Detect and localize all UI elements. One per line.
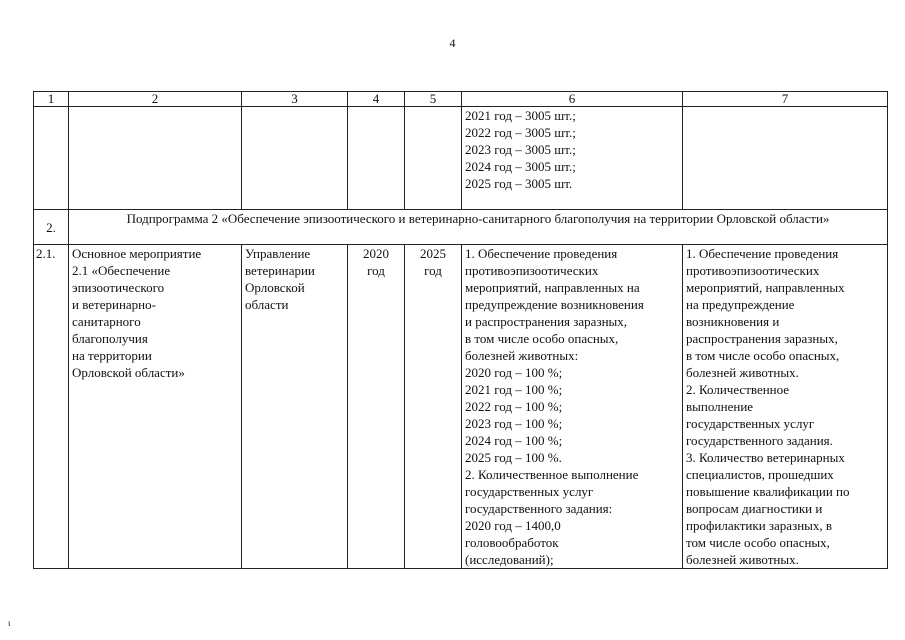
measure-name-line: Орловской области» bbox=[72, 365, 185, 380]
end-year-line: год bbox=[424, 263, 442, 278]
page-number: 4 bbox=[449, 36, 456, 50]
measure-name-line: Основное мероприятие bbox=[72, 246, 202, 261]
result-line: противоэпизоотических bbox=[465, 263, 599, 278]
measures-table bbox=[33, 91, 888, 569]
link-line: болезней животных. bbox=[686, 365, 799, 380]
result-line: государственного задания: bbox=[465, 501, 613, 516]
link-line: 3. Количество ветеринарных bbox=[686, 450, 845, 465]
result-line: государственных услуг bbox=[465, 484, 594, 499]
measure-name-line: на территории bbox=[72, 348, 152, 363]
expected-result-cell bbox=[462, 245, 683, 569]
result-line: и распространения заразных, bbox=[465, 314, 628, 329]
table-cell bbox=[242, 107, 348, 210]
continuation-row bbox=[34, 107, 888, 210]
indicator-line: 2021 год – 3005 шт.; bbox=[465, 108, 576, 123]
link-line: на предупреждение bbox=[686, 297, 795, 312]
executor-line: Орловской bbox=[245, 280, 305, 295]
link-line: болезней животных. bbox=[686, 552, 799, 567]
link-line: выполнение bbox=[686, 399, 754, 414]
table-cell bbox=[683, 107, 888, 210]
table-cell bbox=[34, 107, 69, 210]
executor-cell bbox=[242, 245, 348, 569]
link-line: мероприятий, направленных bbox=[686, 280, 845, 295]
measure-name-line: 2.1 «Обеспечение bbox=[72, 263, 171, 278]
end-year-cell bbox=[405, 245, 462, 569]
table-cell bbox=[348, 107, 405, 210]
result-line: 2022 год – 100 %; bbox=[465, 399, 563, 414]
header-cell: 7 bbox=[683, 92, 888, 107]
subprogram-row bbox=[34, 210, 888, 245]
measure-name-cell bbox=[69, 245, 242, 569]
end-year-line: 2025 bbox=[420, 246, 446, 261]
header-cell: 5 bbox=[405, 92, 462, 107]
measure-name-line: и ветеринарно- bbox=[72, 297, 156, 312]
link-line: государственных услуг bbox=[686, 416, 815, 431]
result-line: 2023 год – 100 %; bbox=[465, 416, 563, 431]
link-line: повышение квалификации по bbox=[686, 484, 850, 499]
executor-line: ветеринарии bbox=[245, 263, 315, 278]
result-line: 2025 год – 100 %. bbox=[465, 450, 562, 465]
header-cell: 2 bbox=[69, 92, 242, 107]
result-line: 2020 год – 1400,0 bbox=[465, 518, 561, 533]
link-line: государственного задания. bbox=[686, 433, 833, 448]
link-line: распространения заразных, bbox=[686, 331, 838, 346]
result-line: головообработок bbox=[465, 535, 559, 550]
result-line: болезней животных: bbox=[465, 348, 579, 363]
link-line: противоэпизоотических bbox=[686, 263, 820, 278]
result-line: мероприятий, направленных на bbox=[465, 280, 640, 295]
executor-line: Управление bbox=[245, 246, 311, 261]
result-line: 2024 год – 100 %; bbox=[465, 433, 563, 448]
header-cell: 1 bbox=[34, 92, 69, 107]
result-line: предупреждение возникновения bbox=[465, 297, 644, 312]
result-line: (исследований); bbox=[465, 552, 554, 567]
header-row bbox=[34, 92, 888, 107]
start-year-line: 2020 bbox=[363, 246, 389, 261]
result-line: 2020 год – 100 %; bbox=[465, 365, 563, 380]
executor-line: области bbox=[245, 297, 289, 312]
link-line: специалистов, прошедших bbox=[686, 467, 834, 482]
result-line: 2. Количественное выполнение bbox=[465, 467, 639, 482]
row-number: 2. bbox=[34, 210, 69, 245]
indicator-line: 2022 год – 3005 шт.; bbox=[465, 125, 576, 140]
indicator-line: 2023 год – 3005 шт.; bbox=[465, 142, 576, 157]
start-year-line: год bbox=[367, 263, 385, 278]
table-cell bbox=[405, 107, 462, 210]
indicator-line: 2024 год – 3005 шт.; bbox=[465, 159, 576, 174]
table-cell bbox=[69, 107, 242, 210]
measure-row bbox=[34, 245, 888, 569]
link-to-indicators-cell bbox=[683, 245, 888, 569]
header-cell: 3 bbox=[242, 92, 348, 107]
header-cell: 4 bbox=[348, 92, 405, 107]
measure-name-line: благополучия bbox=[72, 331, 148, 346]
link-line: том числе особо опасных, bbox=[686, 535, 830, 550]
subprogram-title: Подпрограмма 2 «Обеспечение эпизоотического и ветеринарно-санитарного благополучия на территории Орловской области» bbox=[69, 210, 888, 245]
link-line: профилактики заразных, в bbox=[686, 518, 833, 533]
link-line: вопросам диагностики и bbox=[686, 501, 823, 516]
result-line: в том числе особо опасных, bbox=[465, 331, 619, 346]
measure-name-line: эпизоотического bbox=[72, 280, 165, 295]
result-line: 2021 год – 100 %; bbox=[465, 382, 563, 397]
indicator-cell bbox=[462, 107, 683, 210]
result-line: 1. Обеспечение проведения bbox=[465, 246, 618, 261]
header-cell: 6 bbox=[462, 92, 683, 107]
edge-mark: ι bbox=[8, 618, 11, 628]
row-number: 2.1. bbox=[34, 245, 69, 569]
start-year-cell bbox=[348, 245, 405, 569]
link-line: в том числе особо опасных, bbox=[686, 348, 840, 363]
measure-name-line: санитарного bbox=[72, 314, 141, 329]
indicator-line: 2025 год – 3005 шт. bbox=[465, 176, 573, 191]
link-line: возникновения и bbox=[686, 314, 780, 329]
link-line: 2. Количественное bbox=[686, 382, 790, 397]
link-line: 1. Обеспечение проведения bbox=[686, 246, 839, 261]
